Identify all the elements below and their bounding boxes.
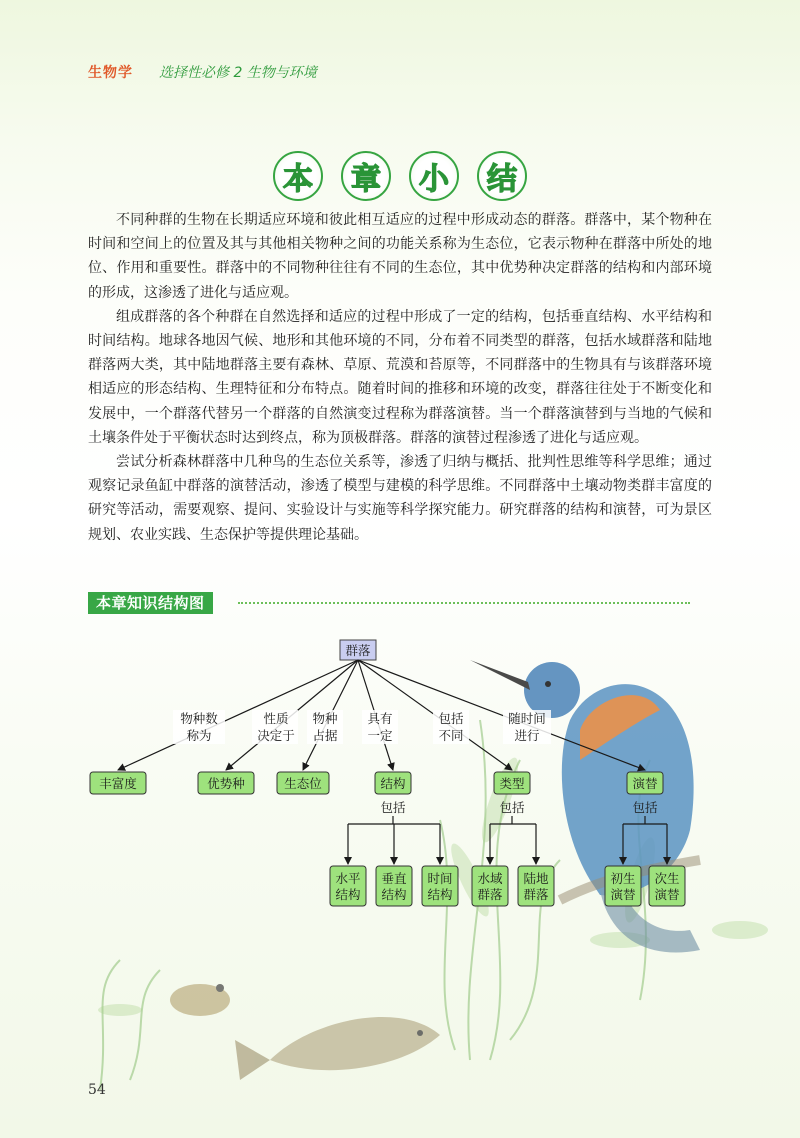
concept-box-label: 次生	[654, 871, 680, 886]
concept-box-label: 初生	[610, 871, 636, 886]
summary-paragraph: 组成群落的各个种群在自然选择和适应的过程中形成了一定的结构，包括垂直结构、水平结构和时间结构。地球各地因气候、地形和其他环境的不同，分布着不同类型的群落，包括水域群落和陆地群落两大类，其中陆地群落主要有森林、草原、荒漠和苔原等，不同群落中的生物具有与该群落环境相适应的形态结构、生理特征和分布特点。随着时间的推移和环境的改变，群落往往处于不断变化和发展中，一个群落代替另一个群落的自然演变过程称为群落演替。当一个群落演替到与当地的气候和土壤条件处于平衡状态时达到终点，称为顶极群落。群落的演替过程渗透了进化与适应观。	[88, 308, 712, 446]
edge-label: 具有	[367, 711, 393, 726]
concept-box-label: 演替	[610, 887, 636, 902]
concept-box-label: 时间	[427, 871, 453, 886]
concept-box-label: 群落	[523, 887, 549, 902]
page-number: 54	[88, 1082, 106, 1098]
summary-paragraph: 不同种群的生物在长期适应环境和彼此相互适应的过程中形成动态的群落。群落中，某个物种在时间和空间上的位置及其与其他相关物种之间的功能关系称为生态位，它表示物种在群落中所处的地位、作用和重要性。群落中的不同物种往往有不同的生态位，其中优势种决定群落的结构和内部环境的形成，这渗透了进化与适应观。	[88, 212, 712, 301]
section-heading-label: 本章知识结构图	[88, 592, 213, 614]
root-node-label: 群落	[345, 643, 371, 658]
edge-labels	[173, 710, 551, 744]
concept-box-label: 结构	[427, 887, 453, 902]
concept-box-label: 群落	[477, 887, 503, 902]
concept-box-label: 类型	[499, 776, 525, 791]
edge-label: 不同	[438, 728, 464, 743]
edge-label: 物种	[312, 711, 338, 726]
edge-label: 决定于	[257, 728, 295, 743]
concept-box-label: 垂直	[381, 871, 407, 886]
concept-box-label: 优势种	[207, 776, 245, 791]
title-char: 本	[273, 151, 323, 201]
concept-box-label: 演替	[654, 887, 680, 902]
concept-box-label: 生态位	[284, 776, 322, 791]
title-char: 小	[409, 151, 459, 201]
concept-box-label: 演替	[632, 776, 658, 791]
concept-box-label: 水域	[477, 871, 503, 886]
title-char: 章	[341, 151, 391, 201]
edge-label: 称为	[186, 728, 212, 743]
concept-box-label: 结构	[335, 887, 361, 902]
concept-box-label: 结构	[381, 887, 407, 902]
edge-label: 进行	[514, 728, 540, 743]
edge-label: 随时间	[508, 711, 546, 726]
level1-nodes	[90, 772, 663, 794]
include-labels	[380, 800, 658, 815]
title-char: 结	[477, 151, 527, 201]
include-label: 包括	[499, 800, 525, 815]
edge-label: 性质	[263, 711, 289, 726]
concept-box-label: 水平	[335, 871, 361, 886]
concept-box-label: 结构	[380, 776, 406, 791]
concept-box-label: 丰富度	[99, 776, 137, 791]
edge-label: 物种数	[180, 711, 218, 726]
edge-label: 包括	[438, 711, 464, 726]
header-book-title: 选择性必修 2 生物与环境	[159, 65, 317, 81]
level2-nodes	[330, 866, 685, 906]
edge-label: 一定	[367, 728, 393, 743]
header-subject: 生物学	[88, 65, 133, 81]
child-connectors	[348, 816, 667, 864]
include-label: 包括	[632, 800, 658, 815]
summary-paragraph: 尝试分析森林群落中几种鸟的生态位关系等，渗透了归纳与概括、批判性思维等科学思维；通过观察记录鱼缸中群落的演替活动，渗透了模型与建模的科学思维。不同群落中土壤动物类群丰富度的研究等活动，需要观察、提问、实验设计与实施等科学探究能力。研究群落的结构和演替，可为景区规划、农业实践、生态保护等提供理论基础。	[88, 454, 712, 543]
edge-label: 占据	[312, 728, 338, 743]
include-label: 包括	[380, 800, 406, 815]
edge-arrow	[358, 660, 645, 770]
concept-box-label: 陆地	[523, 871, 549, 886]
